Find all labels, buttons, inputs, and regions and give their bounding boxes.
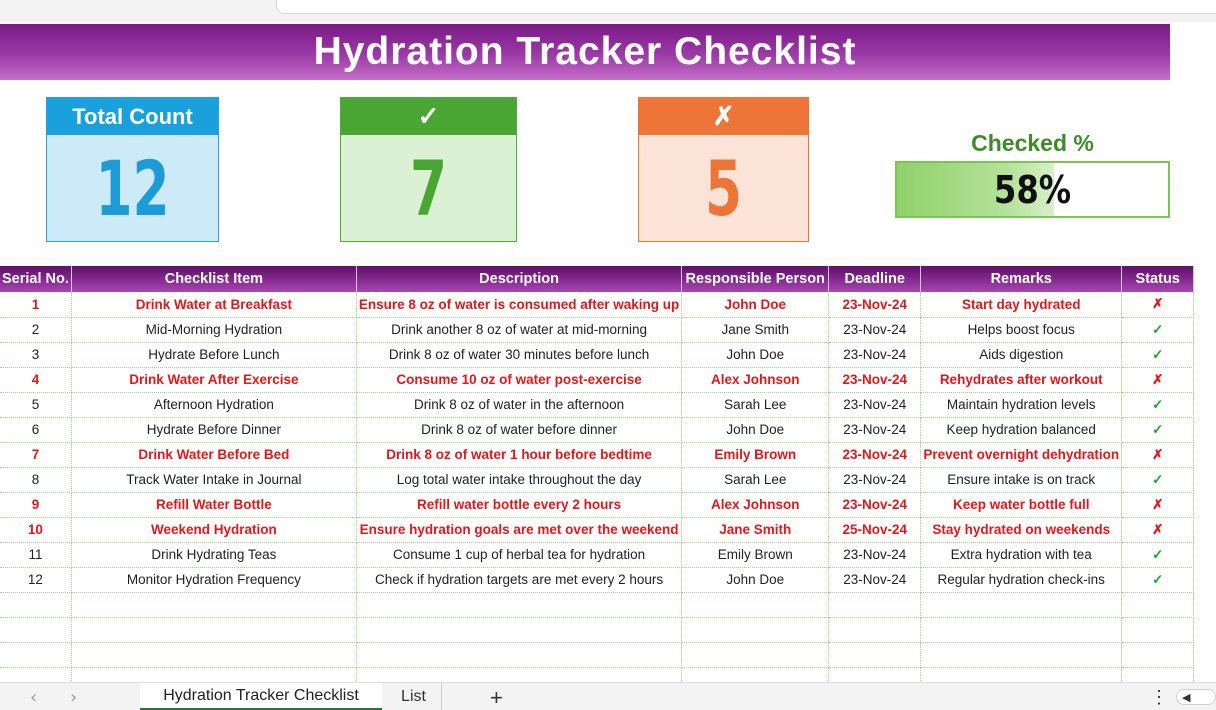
cell-status[interactable]: ✗ <box>1122 442 1194 467</box>
cell-person[interactable]: Sarah Lee <box>682 392 829 417</box>
title-banner <box>0 24 1170 80</box>
cell-person[interactable]: Alex Johnson <box>682 367 829 392</box>
cell-deadline[interactable]: 23-Nov-24 <box>829 417 921 442</box>
table-row <box>0 492 1198 517</box>
table-row <box>0 292 1198 317</box>
cell-filler <box>1194 567 1199 592</box>
cell-remarks[interactable]: Ensure intake is on track <box>921 467 1122 492</box>
cell-remarks[interactable]: Keep hydration balanced <box>921 417 1122 442</box>
cell-person[interactable]: Emily Brown <box>682 442 829 467</box>
table-row <box>0 367 1198 392</box>
cell-description[interactable]: Drink 8 oz of water 1 hour before bedtime <box>356 442 681 467</box>
cell-status[interactable]: ✓ <box>1122 342 1194 367</box>
cell-remarks[interactable]: Aids digestion <box>921 342 1122 367</box>
cell-deadline[interactable]: 23-Nov-24 <box>829 317 921 342</box>
cell-deadline[interactable]: 25-Nov-24 <box>829 517 921 542</box>
cell-person[interactable]: John Doe <box>682 567 829 592</box>
cell-deadline[interactable]: 23-Nov-24 <box>829 342 921 367</box>
column-header-serial[interactable]: Serial No. <box>0 266 71 292</box>
checked-percent-label: Checked % <box>971 130 1094 156</box>
total-count-card <box>46 97 219 242</box>
cell-deadline[interactable]: 23-Nov-24 <box>829 567 921 592</box>
checked-percent-bar <box>895 161 1170 218</box>
empty-cell[interactable] <box>921 592 1122 617</box>
empty-cell[interactable] <box>356 642 681 667</box>
checked-count-value: 7 <box>409 144 448 233</box>
cell-item[interactable]: Hydrate Before Lunch <box>71 342 356 367</box>
empty-cell[interactable] <box>356 617 681 642</box>
cell-status[interactable]: ✓ <box>1122 467 1194 492</box>
add-sheet-icon[interactable]: + <box>490 685 503 710</box>
tab-hydration-tracker-checklist[interactable]: Hydration Tracker Checklist <box>140 683 382 710</box>
scroll-left-icon[interactable]: ◀ <box>1182 692 1191 704</box>
cell-person[interactable]: Sarah Lee <box>682 467 829 492</box>
cell-serial[interactable]: 4 <box>0 367 71 392</box>
cell-status[interactable]: ✗ <box>1122 292 1194 317</box>
cell-deadline[interactable]: 23-Nov-24 <box>829 292 921 317</box>
cell-remarks[interactable]: Rehydrates after workout <box>921 367 1122 392</box>
cell-item[interactable]: Drink Water Before Bed <box>71 442 356 467</box>
empty-cell[interactable] <box>829 617 921 642</box>
empty-row <box>0 617 1198 642</box>
cell-item[interactable]: Afternoon Hydration <box>71 392 356 417</box>
cell-person[interactable]: Emily Brown <box>682 542 829 567</box>
tab-list[interactable]: List <box>386 683 442 710</box>
cell-remarks[interactable]: Extra hydration with tea <box>921 542 1122 567</box>
total-count-value: 12 <box>95 144 170 233</box>
table-row <box>0 442 1198 467</box>
column-header-description[interactable]: Description <box>356 266 681 292</box>
empty-cell[interactable] <box>0 617 71 642</box>
more-vertical-icon[interactable]: ⋮ <box>1150 687 1168 707</box>
address-field[interactable] <box>276 0 1216 14</box>
column-header-remarks[interactable]: Remarks <box>921 266 1122 292</box>
empty-cell[interactable] <box>356 592 681 617</box>
cell-description[interactable]: Check if hydration targets are met every 2 hours <box>356 567 681 592</box>
empty-cell[interactable] <box>921 617 1122 642</box>
cell-deadline[interactable]: 23-Nov-24 <box>829 442 921 467</box>
cell-filler <box>1194 617 1199 642</box>
cell-filler <box>1194 442 1199 467</box>
total-count-label: Total Count <box>47 98 218 135</box>
cell-deadline[interactable]: 23-Nov-24 <box>829 492 921 517</box>
unchecked-count-value: 5 <box>704 144 743 233</box>
cell-item[interactable]: Drink Water at Breakfast <box>71 292 356 317</box>
cell-serial[interactable]: 2 <box>0 317 71 342</box>
table-row <box>0 517 1198 542</box>
empty-cell[interactable] <box>829 592 921 617</box>
checked-percent-value: 58% <box>993 167 1072 212</box>
cell-status[interactable]: ✗ <box>1122 517 1194 542</box>
cell-filler <box>1194 367 1199 392</box>
empty-cell[interactable] <box>921 642 1122 667</box>
cell-description[interactable]: Log total water intake throughout the day <box>356 467 681 492</box>
cell-description[interactable]: Drink another 8 oz of water at mid-morning <box>356 317 681 342</box>
cell-serial[interactable]: 8 <box>0 467 71 492</box>
cell-deadline[interactable]: 23-Nov-24 <box>829 467 921 492</box>
worksheet <box>0 22 1216 682</box>
app-top-strip <box>0 0 1216 22</box>
cell-item[interactable]: Mid-Morning Hydration <box>71 317 356 342</box>
cell-serial[interactable]: 3 <box>0 342 71 367</box>
cell-filler <box>1194 467 1199 492</box>
table-row <box>0 467 1198 492</box>
cell-remarks[interactable]: Start day hydrated <box>921 292 1122 317</box>
column-header-deadline[interactable]: Deadline <box>829 266 921 292</box>
cell-deadline[interactable]: 23-Nov-24 <box>829 392 921 417</box>
cell-filler <box>1194 317 1199 342</box>
cell-person[interactable]: John Doe <box>682 292 829 317</box>
unchecked-count-card <box>638 97 809 242</box>
empty-cell[interactable] <box>1122 592 1194 617</box>
cell-description[interactable]: Consume 1 cup of herbal tea for hydration <box>356 542 681 567</box>
check-icon: ✓ <box>341 98 516 135</box>
cell-serial[interactable]: 9 <box>0 492 71 517</box>
cell-remarks[interactable]: Maintain hydration levels <box>921 392 1122 417</box>
cell-description[interactable]: Ensure 8 oz of water is consumed after waking up <box>356 292 681 317</box>
cell-serial[interactable]: 5 <box>0 392 71 417</box>
cell-person[interactable]: John Doe <box>682 342 829 367</box>
empty-row <box>0 592 1198 617</box>
cell-filler <box>1194 642 1199 667</box>
cell-description[interactable]: Refill water bottle every 2 hours <box>356 492 681 517</box>
chevron-right-icon[interactable]: › <box>70 687 78 708</box>
cell-deadline[interactable]: 23-Nov-24 <box>829 542 921 567</box>
cell-remarks[interactable]: Keep water bottle full <box>921 492 1122 517</box>
cell-item[interactable]: Hydrate Before Dinner <box>71 417 356 442</box>
cell-remarks[interactable]: Stay hydrated on weekends <box>921 517 1122 542</box>
table-body <box>0 292 1198 692</box>
cell-description[interactable]: Drink 8 oz of water in the afternoon <box>356 392 681 417</box>
cell-filler <box>1194 392 1199 417</box>
empty-cell[interactable] <box>0 592 71 617</box>
cell-serial[interactable]: 12 <box>0 567 71 592</box>
cell-description[interactable]: Drink 8 oz of water before dinner <box>356 417 681 442</box>
cell-item[interactable]: Drink Hydrating Teas <box>71 542 356 567</box>
empty-row <box>0 642 1198 667</box>
cell-serial[interactable]: 7 <box>0 442 71 467</box>
chevron-left-icon[interactable]: ‹ <box>30 687 38 708</box>
cell-status[interactable]: ✗ <box>1122 367 1194 392</box>
table-header-row <box>0 266 1198 292</box>
cell-item[interactable]: Refill Water Bottle <box>71 492 356 517</box>
cell-filler <box>1194 292 1199 317</box>
empty-cell[interactable] <box>71 592 356 617</box>
cell-filler <box>1194 342 1199 367</box>
cell-serial[interactable]: 6 <box>0 417 71 442</box>
cell-filler <box>1194 492 1199 517</box>
empty-cell[interactable] <box>0 642 71 667</box>
cell-status[interactable]: ✓ <box>1122 567 1194 592</box>
checklist-table <box>0 266 1198 693</box>
cell-filler <box>1194 417 1199 442</box>
cell-serial[interactable]: 1 <box>0 292 71 317</box>
checked-count-card <box>340 97 517 242</box>
cell-serial[interactable]: 11 <box>0 542 71 567</box>
empty-cell[interactable] <box>71 617 356 642</box>
cell-status[interactable]: ✓ <box>1122 392 1194 417</box>
cell-remarks[interactable]: Helps boost focus <box>921 317 1122 342</box>
cell-status[interactable]: ✓ <box>1122 317 1194 342</box>
cell-person[interactable]: Jane Smith <box>682 517 829 542</box>
empty-cell[interactable] <box>1122 642 1194 667</box>
cell-filler <box>1194 592 1199 617</box>
column-header-filler <box>1194 266 1199 292</box>
page-title: Hydration Tracker Checklist <box>313 30 857 73</box>
table-row <box>0 342 1198 367</box>
cell-status[interactable]: ✓ <box>1122 542 1194 567</box>
cell-remarks[interactable]: Regular hydration check-ins <box>921 567 1122 592</box>
column-header-item[interactable]: Checklist Item <box>71 266 356 292</box>
cell-person[interactable]: Alex Johnson <box>682 492 829 517</box>
table-row <box>0 317 1198 342</box>
cell-description[interactable]: Consume 10 oz of water post-exercise <box>356 367 681 392</box>
table-row <box>0 417 1198 442</box>
column-header-person[interactable]: Responsible Person <box>682 266 829 292</box>
cell-description[interactable]: Drink 8 oz of water 30 minutes before lunch <box>356 342 681 367</box>
cell-filler <box>1194 517 1199 542</box>
empty-cell[interactable] <box>682 592 829 617</box>
cell-person[interactable]: Jane Smith <box>682 317 829 342</box>
horizontal-scrollbar[interactable] <box>1176 689 1216 705</box>
cell-status[interactable]: ✓ <box>1122 417 1194 442</box>
table-row <box>0 392 1198 417</box>
cell-filler <box>1194 542 1199 567</box>
empty-cell[interactable] <box>1122 617 1194 642</box>
cell-item[interactable]: Weekend Hydration <box>71 517 356 542</box>
empty-cell[interactable] <box>71 642 356 667</box>
table-row <box>0 542 1198 567</box>
cell-item[interactable]: Drink Water After Exercise <box>71 367 356 392</box>
cell-deadline[interactable]: 23-Nov-24 <box>829 367 921 392</box>
sheet-tab-bar <box>0 682 1216 710</box>
cell-status[interactable]: ✗ <box>1122 492 1194 517</box>
cross-icon: ✗ <box>639 98 808 135</box>
column-header-status[interactable]: Status <box>1122 266 1194 292</box>
cell-serial[interactable]: 10 <box>0 517 71 542</box>
cell-item[interactable]: Track Water Intake in Journal <box>71 467 356 492</box>
cell-remarks[interactable]: Prevent overnight dehydration <box>921 442 1122 467</box>
empty-cell[interactable] <box>682 617 829 642</box>
cell-description[interactable]: Ensure hydration goals are met over the weekend <box>356 517 681 542</box>
cell-item[interactable]: Monitor Hydration Frequency <box>71 567 356 592</box>
cell-person[interactable]: John Doe <box>682 417 829 442</box>
table-row <box>0 567 1198 592</box>
empty-cell[interactable] <box>682 642 829 667</box>
empty-cell[interactable] <box>829 642 921 667</box>
